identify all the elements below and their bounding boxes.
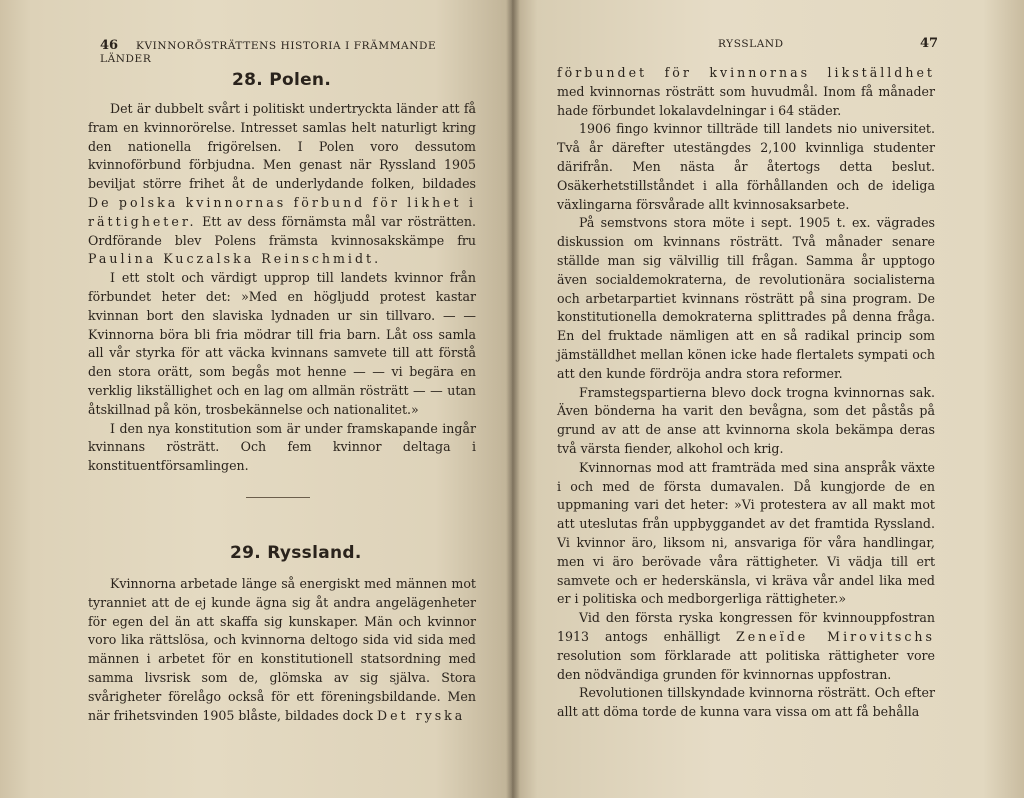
right-page [512,0,1024,798]
ryssland-paragraph-1 [88,575,476,725]
right-p6-text-a: Vid den första ryska kongressen för kvinnouppfostran 1913 antogs enhälligt [557,610,935,644]
polen-p1-spaced-name: De polska kvinnornas förbund för likhet i rättigheter. [88,194,476,229]
right-running-head: RYSSLAND [718,38,784,50]
left-running-header [100,38,480,65]
right-page-number: 47 [920,36,939,51]
left-page-number: 46 [100,38,119,53]
left-running-head: KVINNORÖSTRÄTTENS HISTORIA I FRÄMMANDE LÄNDER [100,40,437,65]
right-paragraph-2: 1906 fingo kvinnor tillträde till landets nio universitet. Två år därefter utestängdes 2,100 kvinnliga studenter därifrån. Men nästa år återtogs detta beslut. Osäkerhetstillståndet i alla förhållanden och de ideliga växlingarna försvårade allt kvinnosaksarbete. [557,121,935,212]
section-title-ryssland: 29. Ryssland. [230,543,362,563]
right-paragraph-1 [557,64,935,120]
right-p1-text: med kvinnornas rösträtt som huvudmål. Inom få månader hade förbundet lokalavdelningar i 64 städer. [557,83,935,118]
right-p1-spaced: förbundet för kvinnornas likställdhet [557,65,935,80]
section-title-polen: 28. Polen. [232,70,332,90]
book-gutter [506,0,520,798]
left-body-text-ryssland [88,575,476,725]
polen-p1-person-name: Paulina Kuczalska Reinschmidt. [88,251,382,267]
right-p6-spaced-name: Zeneïde Mirovitschs [735,628,935,644]
section-divider [246,497,310,498]
polen-paragraph-3: I den nya konstitution som är under framskapande ingår kvinnans rösträtt. Och fem kvinnor deltaga i konstituentförsamlingen. [88,420,476,474]
right-paragraph-6 [557,609,935,684]
right-paragraph-7: Revolutionen tillskyndade kvinnorna rösträtt. Och efter allt att döma torde de kunna vara vissa om att få behålla [557,685,935,720]
polen-paragraph-1 [88,100,476,269]
right-body-text [557,64,935,722]
polen-p1-text-a: Det är dubbelt svårt i politiskt undertryckta länder att få fram en kvinnorörelse. Intresset samlas helt naturligt kring den nationella frigörelsen. I Polen voro dessutom kvinnoförbund förbjudna. Men genast när Ryssland 1905 beviljat större frihet åt de underlydande folken, bildades [88,101,476,192]
polen-paragraph-2: I ett stolt och värdigt upprop till landets kvinnor från förbundet heter det: »Med en högljudd protest kastar kvinnan bort den slaviska lydnaden ur sin tillvaro. — — Kvinnorna böra bli fria mödrar till fria barn. Låt oss samla all vår styrka för att väcka kvinnans samvete till att förstå den stora orätt, som begås mot henne — — vi begära en verklig likställighet och en lag om allmän rösträtt — — utan åtskillnad på kön, trosbekännelse och nationalitet.» [88,270,476,417]
ryssland-p1-spaced: Det ryska [376,707,466,723]
left-body-text-polen [88,100,476,476]
ryssland-p1-text: Kvinnorna arbetade länge så energiskt med männen mot tyranniet att de ej kunde ägna sig åt andra angelägenheter för egen del än att skaffa sig kunskaper. Män och kvinnor voro lika rättslösa, och kvinnorna deltogo sida vid sida med männen i arbetet för en konstitutionell statsordning med samma livsrisk som de, glömska av sig själva. Stora svårigheter förelågo också för ett föreningsbildande. Men när frihetsvinden 1905 blåste, bildades dock [88,576,476,723]
polen-p1-text-b: Ett av dess förnämsta mål var rösträtten. Ordförande blev Polens främsta kvinnosakskämpe fru [88,213,477,248]
right-paragraph-5: Kvinnornas mod att framträda med sina anspråk växte i och med de första dumavalen. Då kungjorde de en uppmaning vari det heter: »Vi protestera av all makt mot att uteslutas från uppbyggandet av det framtida Ryssland. Vi kvinnor äro, liksom ni, ansvariga för våra handlingar, men vi äro berövade våra rättigheter. Vi vädja till ert samvete och er hederskänsla, vi kräva vår andel lika med er i politiska och medborgerliga rättigheter.» [557,459,935,607]
right-p6-text-b: resolution som förklarade att politiska rättigheter vore den nödvändiga grunden för kvinnornas uppfostran. [557,647,935,682]
right-paragraph-3: På semstvons stora möte i sept. 1905 t. ex. vägrades diskussion om kvinnans rösträtt. Två månader senare ställde man sig välvillig till frågan. Samma år upptogo även socialdemokraterna, de revolutionära socialisterna och arbetarpartiet kvinnans rösträtt på sina program. De konstitutionella demokraterna splittrades på denna fråga. En del fruktade nämligen att en så radikal princip som jämställdhet mellan könen icke hade flertalets sympati och att den kunde fördröja andra stora reformer. [557,215,935,381]
right-paragraph-4: Framstegspartierna blevo dock trogna kvinnornas sak. Även bönderna ha varit den bevågna, som det påstås på grund av att de anse att kvinnorna skola bekämpa deras två värsta fiender, alkohol och krig. [557,384,935,456]
